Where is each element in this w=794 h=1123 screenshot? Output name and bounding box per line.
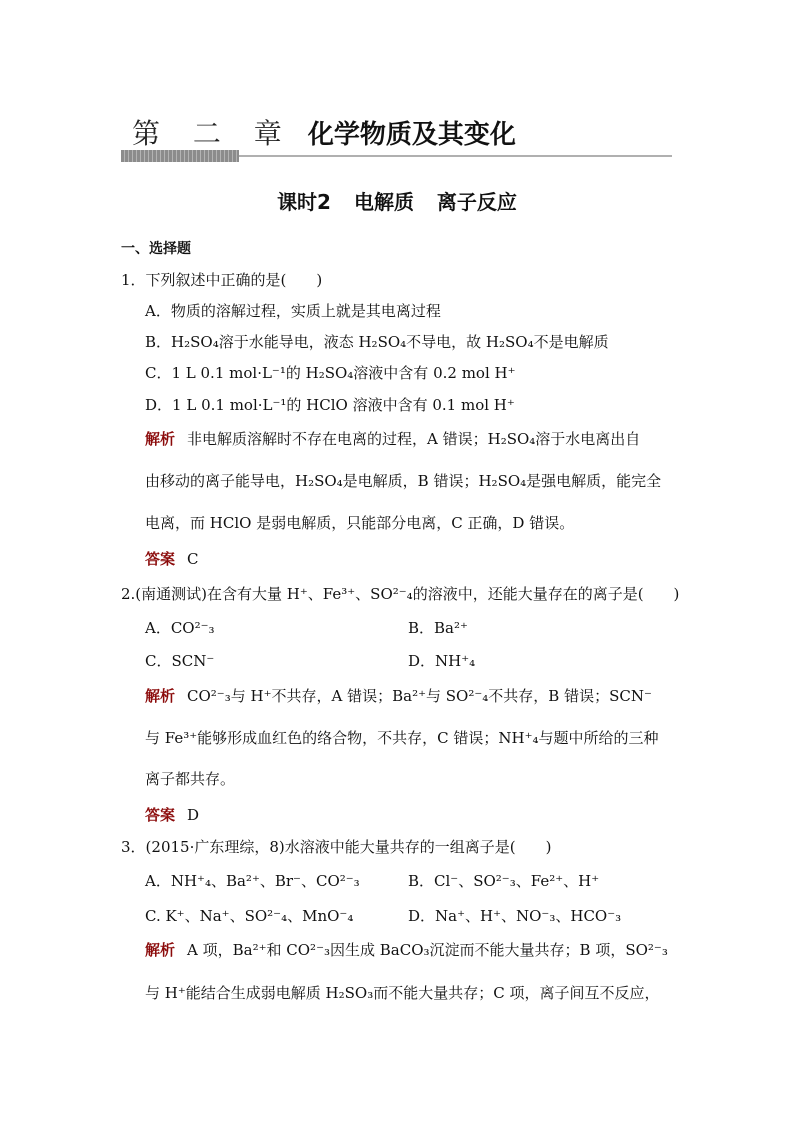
analysis-tag: 解析 [145,687,176,705]
q2-analysis-line: 与 Fe³⁺能够形成血红色的络合物，不共存，C 错误；NH⁺₄与题中所给的三种 [145,729,659,747]
lesson-number: 课时2 [277,190,331,214]
q2-option-a: A．CO²⁻₃ [145,619,215,637]
q2-analysis-line: 离子都共存。 [145,770,236,788]
q2-option-b: B．Ba²⁺ [408,619,468,637]
chapter-rule-thin [239,155,672,157]
q2-option-c: C．SCN⁻ [145,652,215,670]
q1-analysis-line: 电离，而 HClO 是弱电解质，只能部分电离，C 正确，D 错误。 [145,514,575,532]
q2-answer: 答案 D [145,806,200,824]
q2-analysis-line: 解析 CO²⁻₃与 H⁺不共存，A 错误；Ba²⁺与 SO²⁻₄不共存，B 错误；SCN⁻ [145,687,652,705]
q1-option-b: B．H₂SO₄溶于水能导电，液态 H₂SO₄不导电，故 H₂SO₄不是电解质 [145,333,609,351]
q3-analysis-line: 解析 A 项，Ba²⁺和 CO²⁻₃因生成 BaCO₃沉淀而不能大量共存；B 项，SO²⁻₃ [145,941,668,959]
q3-option-b: B．Cl⁻、SO²⁻₃、Fe²⁺、H⁺ [408,872,600,890]
section-heading: 一、选择题 [121,241,191,257]
lesson-title [0,186,794,215]
chapter-title: 化学物质及其变化 [307,120,516,150]
q1-option-c: C．1 L 0.1 mol·L⁻¹的 H₂SO₄溶液中含有 0.2 mol H⁺ [145,364,516,382]
q3-analysis-line: 与 H⁺能结合生成弱电解质 H₂SO₃而不能大量共存；C 项，离子间互不反应， [145,984,660,1002]
answer-tag: 答案 [145,550,176,568]
analysis-tag: 解析 [145,941,176,959]
answer-tag: 答案 [145,806,176,824]
chapter-heading [132,112,516,152]
q1-option-d: D．1 L 0.1 mol·L⁻¹的 HClO 溶液中含有 0.1 mol H⁺ [145,396,515,414]
q3-stem: 3．(2015·广东理综，8)水溶液中能大量共存的一组离子是( ) [121,838,552,856]
q1-analysis-line: 解析 非电解质溶解时不存在电离的过程，A 错误；H₂SO₄溶于水电离出自 [145,430,641,448]
chapter-number: 第 二 章 [132,117,294,150]
q2-option-d: D．NH⁺₄ [408,652,476,670]
q2-stem: 2.(南通测试)在含有大量 H⁺、Fe³⁺、SO²⁻₄的溶液中，还能大量存在的离子是( ) [121,585,680,603]
lesson-topic-2: 离子反应 [436,190,517,214]
q3-option-a: A．NH⁺₄、Ba²⁺、Br⁻、CO²⁻₃ [145,872,360,890]
q1-answer: 答案 C [145,550,199,568]
q1-analysis-line: 由移动的离子能导电，H₂SO₄是电解质，B 错误；H₂SO₄是强电解质，能完全 [145,472,662,490]
q1-stem: 1．下列叙述中正确的是( ) [121,271,323,289]
chapter-rule-thick [121,150,239,162]
lesson-topic: 电解质 [353,190,414,214]
q3-option-d: D．Na⁺、H⁺、NO⁻₃、HCO⁻₃ [408,907,622,925]
q3-option-c: C. K⁺、Na⁺、SO²⁻₄、MnO⁻₄ [145,907,354,925]
analysis-tag: 解析 [145,430,176,448]
q1-option-a: A．物质的溶解过程，实质上就是其电离过程 [145,302,441,320]
